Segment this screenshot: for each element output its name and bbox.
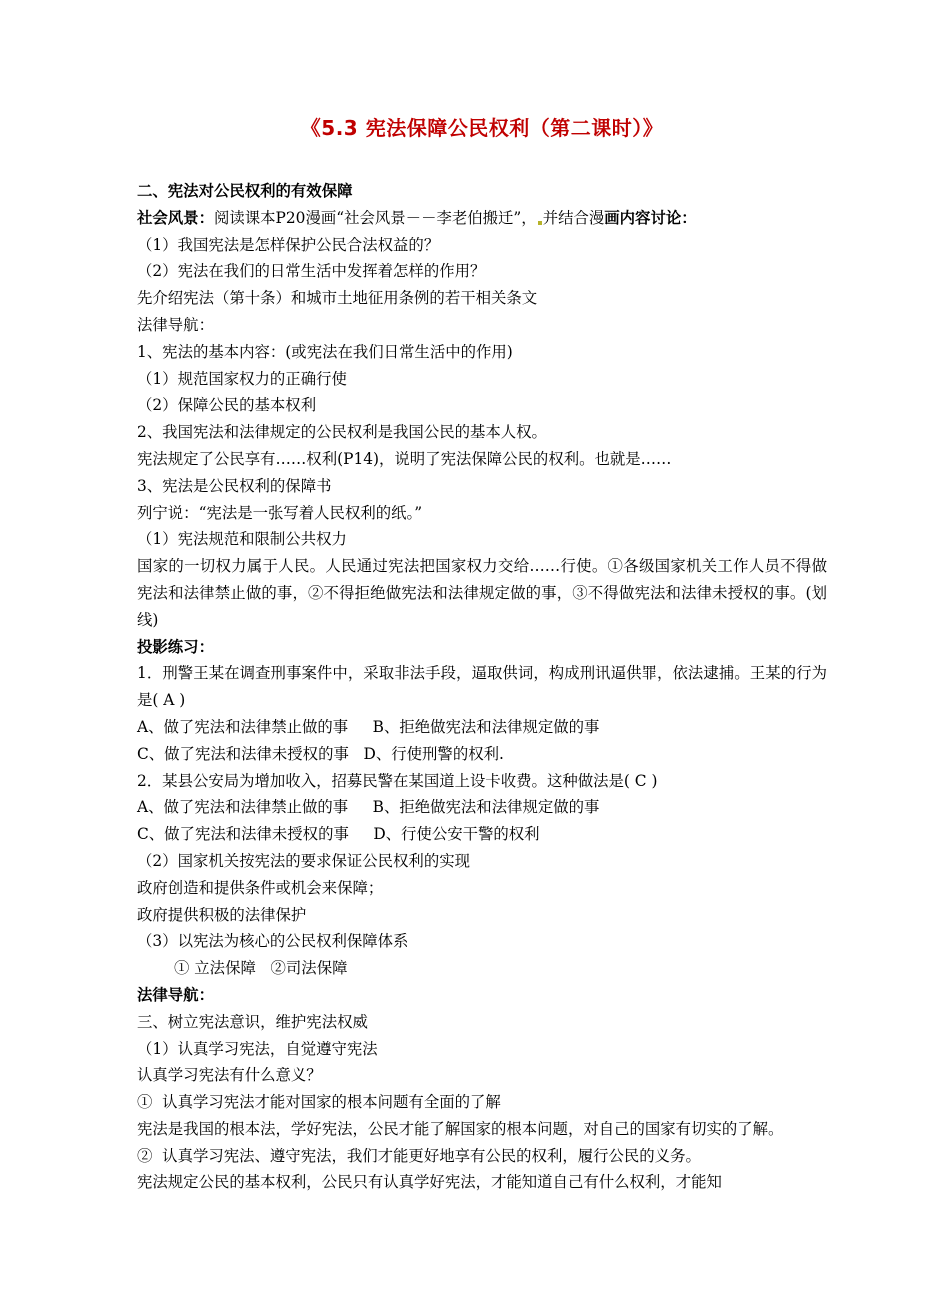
- text-line: 宪法规定公民的基本权利，公民只有认真学好宪法，才能知道自己有什么权利，才能知: [137, 1173, 722, 1192]
- text-line: 政府创造和提供条件或机会来保障；: [137, 878, 384, 897]
- text-line: 三、树立宪法意识，维护宪法权威: [137, 1012, 368, 1031]
- option-line: C、做了宪法和法律未授权的事 D、行使刑警的权利.: [137, 744, 504, 763]
- text-line: 列宁说：“宪法是一张写着人民权利的纸。”: [137, 503, 423, 522]
- text-line: 先介绍宪法（第十条）和城市土地征用条例的若干相关条文: [137, 289, 538, 308]
- option-line: A、做了宪法和法律禁止做的事 B、拒绝做宪法和法律规定做的事: [137, 717, 600, 736]
- document-page: [137, 112, 827, 1196]
- social-scene-label: 社会风景：: [137, 208, 214, 227]
- text-line: （2）宪法在我们的日常生活中发挥着怎样的作用？: [137, 262, 486, 281]
- document-title: 《5.3 宪法保障公民权利（第二课时）》: [300, 116, 664, 140]
- text-line: 政府提供积极的法律保护: [137, 905, 307, 924]
- text-line: （1）规范国家权力的正确行使: [137, 369, 347, 388]
- text-line: 法律导航：: [137, 315, 214, 334]
- text-line: 宪法规定了公民享有……权利(P14)，说明了宪法保障公民的权利。也就是……: [137, 449, 672, 468]
- text-line: ② 认真学习宪法、遵守宪法，我们才能更好地享有公民的权利，履行公民的义务。: [137, 1146, 701, 1165]
- option-line: A、做了宪法和法律禁止做的事 B、拒绝做宪法和法律规定做的事: [137, 798, 600, 817]
- social-scene-tail: 画内容讨论：: [604, 208, 697, 227]
- social-scene-line: [137, 205, 827, 232]
- social-scene-text: 阅读课本P20漫画“社会风景－－李老伯搬迁”，: [213, 208, 537, 227]
- text-line: （3）以宪法为核心的公民权利保障体系: [137, 932, 409, 951]
- paragraph: 国家的一切权力属于人民。人民通过宪法把国家权力交给……行使。①各级国家机关工作人员不得做宪法和法律禁止做的事，②不得拒绝做宪法和法律规定做的事，③不得做宪法和法律未授权的事。(划线): [137, 557, 827, 629]
- paragraph: 宪法是我国的根本法，学好宪法，公民才能了解国家的根本问题，对自己的国家有切实的了解。: [137, 1119, 784, 1138]
- text-line: （2）保障公民的基本权利: [137, 396, 317, 415]
- question-2: 2．某县公安局为增加收入，招募民警在某国道上设卡收费。这种做法是( C ): [137, 771, 658, 790]
- text-line: （1）认真学习宪法，自觉遵守宪法: [137, 1039, 378, 1058]
- question-1: 1．刑警王某在调查刑事案件中，采取非法手段，逼取供词，构成刑讯逼供罪，依法逮捕。王某的行为是( A ): [137, 664, 827, 710]
- text-line: ① 立法保障 ②司法保障: [174, 959, 348, 978]
- text-line: 2、我国宪法和法律规定的公民权利是我国公民的基本人权。: [137, 423, 547, 442]
- text-line: ① 认真学习宪法才能对国家的根本问题有全面的了解: [137, 1093, 501, 1112]
- text-line: （1）我国宪法是怎样保护公民合法权益的？: [137, 235, 440, 254]
- text-line: 认真学习宪法有什么意义？: [137, 1066, 322, 1085]
- social-scene-text-2: 并结合漫: [542, 208, 605, 227]
- exercise-heading: 投影练习：: [137, 637, 214, 656]
- law-nav-heading: 法律导航：: [137, 985, 214, 1004]
- marker-dot: [538, 221, 542, 225]
- text-line: （1）宪法规范和限制公共权力: [137, 530, 347, 549]
- text-line: （2）国家机关按宪法的要求保证公民权利的实现: [137, 851, 470, 870]
- option-line: C、做了宪法和法律未授权的事 D、行使公安干警的权利: [137, 825, 540, 844]
- document-body: [137, 178, 827, 1196]
- text-line: 1、宪法的基本内容：(或宪法在我们日常生活中的作用): [137, 342, 513, 361]
- text-line: 3、宪法是公民权利的保障书: [137, 476, 332, 495]
- section-heading: 二、宪法对公民权利的有效保障: [137, 182, 353, 200]
